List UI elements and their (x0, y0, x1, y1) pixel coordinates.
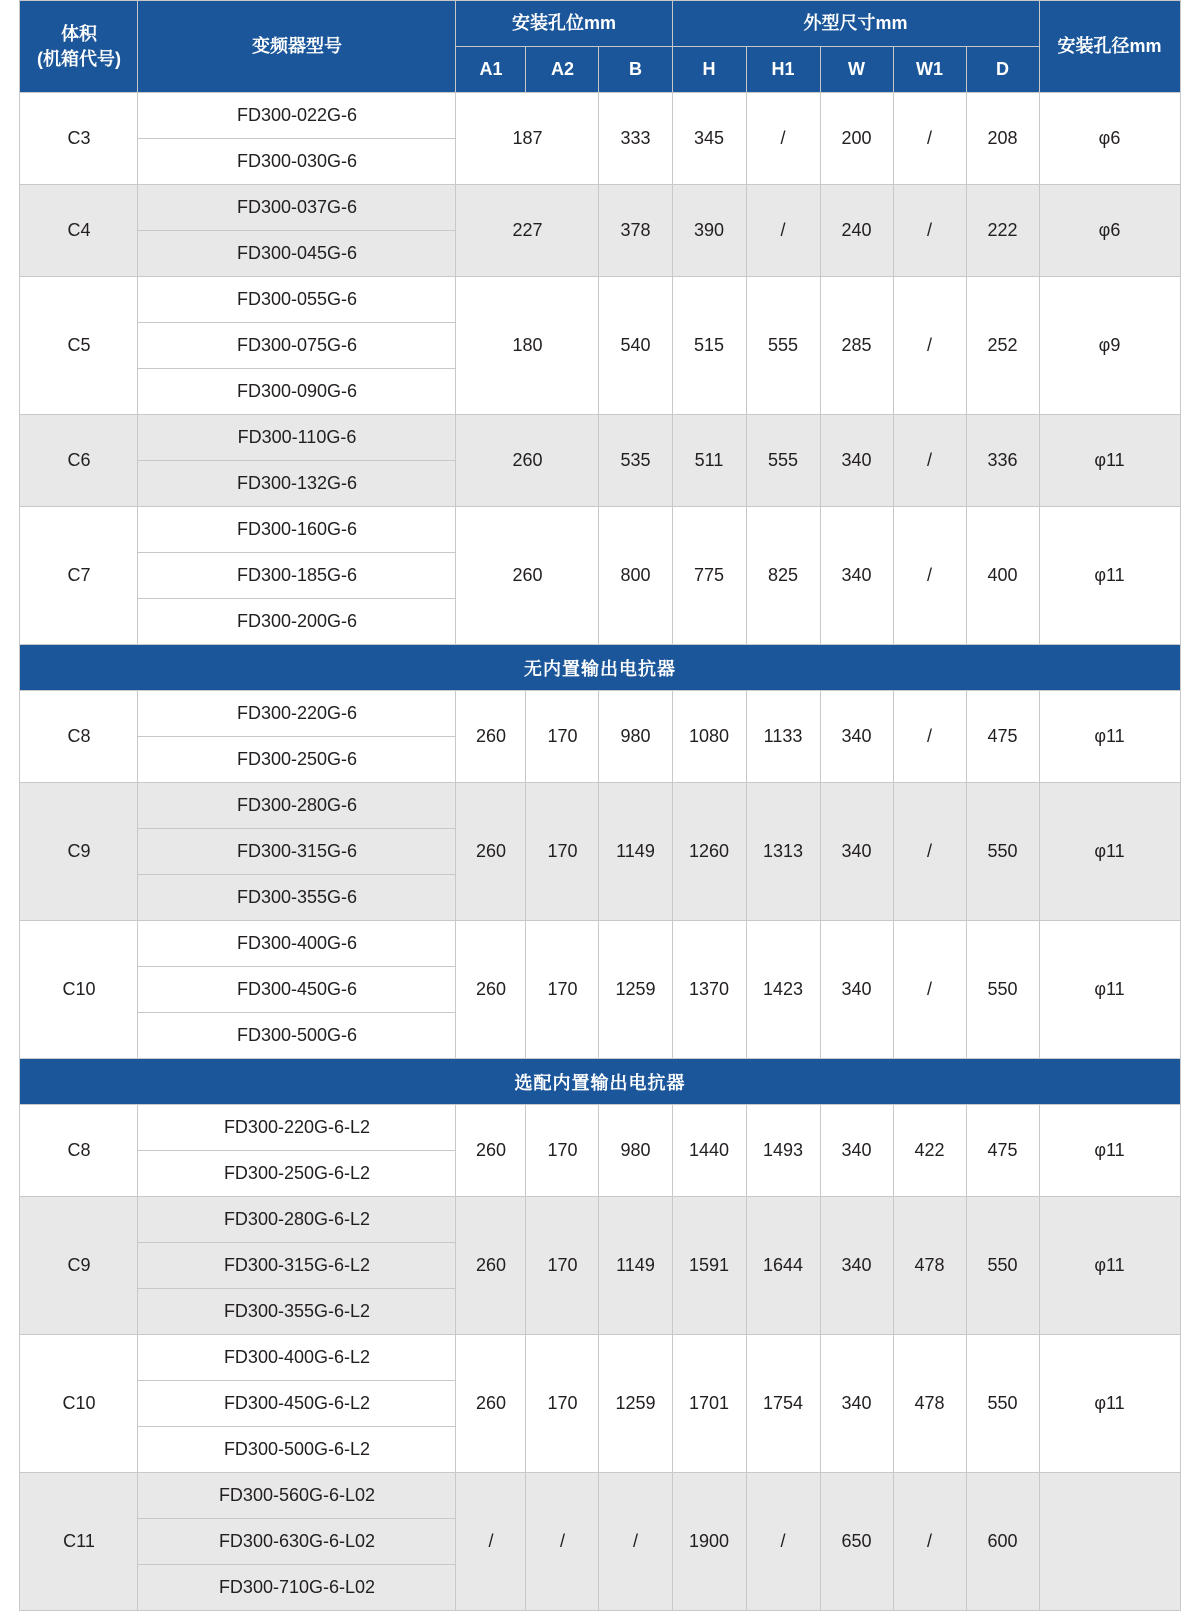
cell-model: FD300-075G-6 (138, 323, 456, 369)
cell-h: 1080 (672, 691, 746, 783)
cell-b: / (599, 1473, 672, 1611)
cell-h1: 1493 (746, 1105, 820, 1197)
cell-hole-diameter: φ11 (1039, 1197, 1180, 1335)
cell-a1: 180 (456, 277, 599, 415)
cell-w: 340 (820, 921, 893, 1059)
cell-h1: 1644 (746, 1197, 820, 1335)
cell-hole-diameter: φ11 (1039, 783, 1180, 921)
cell-b: 1149 (599, 1197, 672, 1335)
section-band-label: 无内置输出电抗器 (20, 645, 1180, 691)
header-b: B (599, 47, 672, 93)
cell-volume: C3 (20, 93, 138, 185)
cell-w1: 478 (893, 1335, 966, 1473)
table-row (20, 1105, 1180, 1151)
cell-model: FD300-220G-6 (138, 691, 456, 737)
cell-a1: 260 (456, 691, 526, 783)
cell-model: FD300-280G-6-L2 (138, 1197, 456, 1243)
cell-w: 650 (820, 1473, 893, 1611)
cell-model: FD300-355G-6 (138, 875, 456, 921)
cell-model: FD300-630G-6-L02 (138, 1519, 456, 1565)
cell-w: 240 (820, 185, 893, 277)
cell-w1: / (893, 783, 966, 921)
cell-model: FD300-450G-6 (138, 967, 456, 1013)
cell-hole-diameter: φ11 (1039, 415, 1180, 507)
cell-b: 333 (599, 93, 672, 185)
header-a2: A2 (526, 47, 599, 93)
header-w1: W1 (893, 47, 966, 93)
cell-h: 511 (672, 415, 746, 507)
cell-d: 600 (966, 1473, 1039, 1611)
cell-model: FD300-200G-6 (138, 599, 456, 645)
cell-w1: / (893, 1473, 966, 1611)
header-outline: 外型尺寸mm (672, 1, 1039, 47)
cell-model: FD300-160G-6 (138, 507, 456, 553)
cell-d: 550 (966, 1335, 1039, 1473)
cell-a1: 260 (456, 1335, 526, 1473)
cell-b: 378 (599, 185, 672, 277)
header-d: D (966, 47, 1039, 93)
cell-h1: 1754 (746, 1335, 820, 1473)
cell-a2: 170 (526, 1105, 599, 1197)
cell-b: 980 (599, 691, 672, 783)
cell-h1: 555 (746, 415, 820, 507)
table-row (20, 783, 1180, 829)
header-mount-holes: 安装孔位mm (456, 1, 672, 47)
cell-model: FD300-710G-6-L02 (138, 1565, 456, 1611)
cell-h: 1260 (672, 783, 746, 921)
cell-h: 390 (672, 185, 746, 277)
table-row (20, 415, 1180, 461)
cell-a2: / (526, 1473, 599, 1611)
header-volume (20, 1, 138, 93)
cell-w1: / (893, 415, 966, 507)
cell-w: 285 (820, 277, 893, 415)
cell-model: FD300-315G-6-L2 (138, 1243, 456, 1289)
cell-volume: C9 (20, 783, 138, 921)
header-h1: H1 (746, 47, 820, 93)
cell-w: 340 (820, 691, 893, 783)
table-row (20, 691, 1180, 737)
cell-d: 336 (966, 415, 1039, 507)
table-row (20, 185, 1180, 231)
cell-model: FD300-500G-6-L2 (138, 1427, 456, 1473)
cell-h: 1701 (672, 1335, 746, 1473)
cell-w1: / (893, 691, 966, 783)
cell-d: 550 (966, 783, 1039, 921)
cell-hole-diameter: φ9 (1039, 277, 1180, 415)
header-hole-diameter: 安装孔径mm (1039, 1, 1180, 93)
cell-model: FD300-250G-6 (138, 737, 456, 783)
cell-model: FD300-110G-6 (138, 415, 456, 461)
cell-b: 535 (599, 415, 672, 507)
cell-model: FD300-220G-6-L2 (138, 1105, 456, 1151)
cell-w: 340 (820, 1105, 893, 1197)
header-w: W (820, 47, 893, 93)
cell-a2: 170 (526, 783, 599, 921)
cell-hole-diameter: φ11 (1039, 691, 1180, 783)
cell-w: 340 (820, 507, 893, 645)
cell-a1: 187 (456, 93, 599, 185)
header-h: H (672, 47, 746, 93)
cell-d: 475 (966, 1105, 1039, 1197)
cell-volume: C8 (20, 1105, 138, 1197)
cell-h1: / (746, 1473, 820, 1611)
cell-h: 1440 (672, 1105, 746, 1197)
cell-hole-diameter: φ11 (1039, 507, 1180, 645)
cell-hole-diameter: φ6 (1039, 185, 1180, 277)
cell-a1: 260 (456, 507, 599, 645)
cell-h: 515 (672, 277, 746, 415)
cell-w: 200 (820, 93, 893, 185)
cell-volume: C10 (20, 921, 138, 1059)
cell-w1: / (893, 507, 966, 645)
cell-a2: 170 (526, 1335, 599, 1473)
cell-volume: C4 (20, 185, 138, 277)
table-row (20, 277, 1180, 323)
cell-model: FD300-037G-6 (138, 185, 456, 231)
cell-model: FD300-560G-6-L02 (138, 1473, 456, 1519)
cell-volume: C6 (20, 415, 138, 507)
cell-volume: C9 (20, 1197, 138, 1335)
cell-b: 980 (599, 1105, 672, 1197)
cell-model: FD300-132G-6 (138, 461, 456, 507)
cell-b: 1259 (599, 921, 672, 1059)
cell-model: FD300-055G-6 (138, 277, 456, 323)
cell-h1: 1423 (746, 921, 820, 1059)
cell-model: FD300-030G-6 (138, 139, 456, 185)
cell-volume: C5 (20, 277, 138, 415)
table-row (20, 507, 1180, 553)
cell-model: FD300-090G-6 (138, 369, 456, 415)
cell-d: 475 (966, 691, 1039, 783)
cell-d: 550 (966, 1197, 1039, 1335)
cell-model: FD300-045G-6 (138, 231, 456, 277)
cell-model: FD300-315G-6 (138, 829, 456, 875)
cell-hole-diameter: φ6 (1039, 93, 1180, 185)
cell-w: 340 (820, 1335, 893, 1473)
cell-a1: 260 (456, 921, 526, 1059)
dimension-spec-table (19, 0, 1180, 1611)
cell-b: 540 (599, 277, 672, 415)
cell-a1: 260 (456, 1197, 526, 1335)
cell-hole-diameter: φ11 (1039, 1335, 1180, 1473)
cell-a2: 170 (526, 921, 599, 1059)
table-header (20, 1, 1180, 93)
cell-h1: / (746, 93, 820, 185)
cell-d: 252 (966, 277, 1039, 415)
cell-w1: / (893, 921, 966, 1059)
cell-w1: / (893, 277, 966, 415)
table-row (20, 1197, 1180, 1243)
cell-a1: 260 (456, 1105, 526, 1197)
table-row (20, 921, 1180, 967)
section-band-label: 选配内置输出电抗器 (20, 1059, 1180, 1105)
header-volume-line2: (机箱代号) (36, 48, 121, 69)
table-row (20, 93, 1180, 139)
header-model: 变频器型号 (138, 1, 456, 93)
cell-model: FD300-250G-6-L2 (138, 1151, 456, 1197)
cell-model: FD300-450G-6-L2 (138, 1381, 456, 1427)
cell-hole-diameter: φ11 (1039, 1105, 1180, 1197)
cell-h: 1370 (672, 921, 746, 1059)
cell-volume: C10 (20, 1335, 138, 1473)
cell-w1: 478 (893, 1197, 966, 1335)
cell-model: FD300-185G-6 (138, 553, 456, 599)
cell-h: 1900 (672, 1473, 746, 1611)
cell-model: FD300-400G-6 (138, 921, 456, 967)
cell-hole-diameter: φ11 (1039, 921, 1180, 1059)
cell-h1: 1313 (746, 783, 820, 921)
cell-d: 400 (966, 507, 1039, 645)
cell-h: 1591 (672, 1197, 746, 1335)
section-band (20, 645, 1180, 691)
cell-w: 340 (820, 783, 893, 921)
cell-model: FD300-280G-6 (138, 783, 456, 829)
cell-h: 775 (672, 507, 746, 645)
cell-w: 340 (820, 415, 893, 507)
cell-hole-diameter (1039, 1473, 1180, 1611)
cell-a1: 260 (456, 783, 526, 921)
cell-w1: / (893, 185, 966, 277)
cell-b: 1149 (599, 783, 672, 921)
table-body (20, 93, 1180, 1611)
cell-b: 1259 (599, 1335, 672, 1473)
cell-volume: C11 (20, 1473, 138, 1611)
cell-d: 208 (966, 93, 1039, 185)
cell-w1: 422 (893, 1105, 966, 1197)
cell-a2: 170 (526, 1197, 599, 1335)
section-band (20, 1059, 1180, 1105)
cell-d: 550 (966, 921, 1039, 1059)
cell-model: FD300-500G-6 (138, 1013, 456, 1059)
cell-model: FD300-400G-6-L2 (138, 1335, 456, 1381)
cell-h1: 825 (746, 507, 820, 645)
cell-d: 222 (966, 185, 1039, 277)
header-volume-line1: 体积 (60, 24, 97, 45)
cell-a1: / (456, 1473, 526, 1611)
cell-h1: 1133 (746, 691, 820, 783)
cell-a1: 260 (456, 415, 599, 507)
cell-w: 340 (820, 1197, 893, 1335)
cell-h1: / (746, 185, 820, 277)
cell-h1: 555 (746, 277, 820, 415)
cell-volume: C7 (20, 507, 138, 645)
cell-volume: C8 (20, 691, 138, 783)
cell-model: FD300-022G-6 (138, 93, 456, 139)
table-row (20, 1473, 1180, 1519)
table-row (20, 1335, 1180, 1381)
cell-a1: 227 (456, 185, 599, 277)
cell-b: 800 (599, 507, 672, 645)
cell-w1: / (893, 93, 966, 185)
header-a1: A1 (456, 47, 526, 93)
cell-h: 345 (672, 93, 746, 185)
cell-model: FD300-355G-6-L2 (138, 1289, 456, 1335)
cell-a2: 170 (526, 691, 599, 783)
